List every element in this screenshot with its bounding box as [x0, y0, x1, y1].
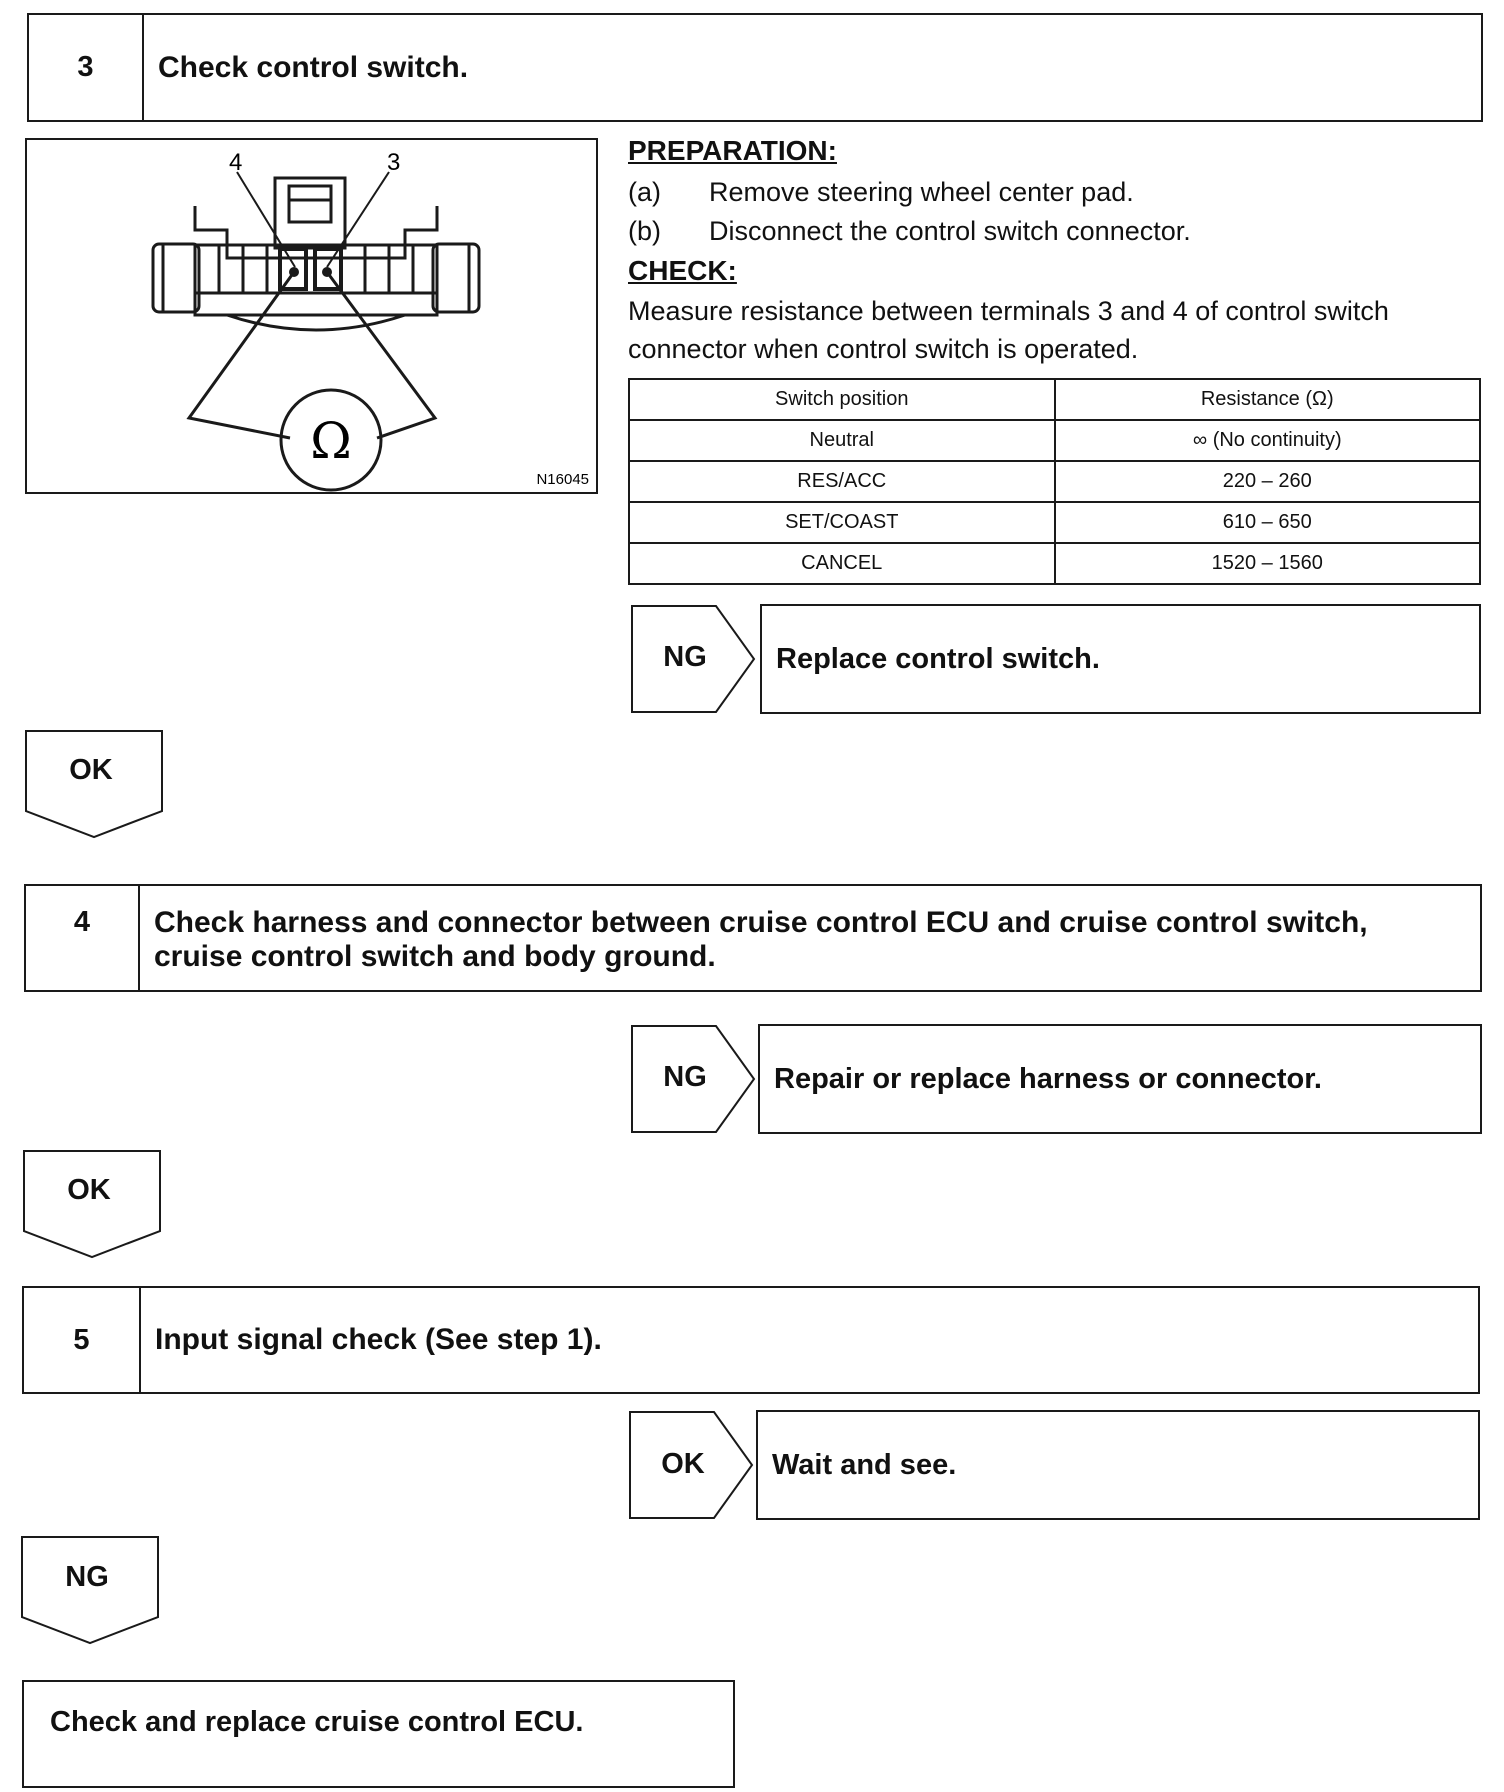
- ok-tag: OK: [69, 754, 113, 786]
- step-title: Check harness and connector between cruise control ECU and cruise control switch, cruise control switch and body ground.: [154, 906, 1368, 973]
- resistance-cell: 610 – 650: [1055, 502, 1481, 543]
- prep-item-a-label: (a): [628, 177, 661, 207]
- table-row: [629, 543, 1480, 584]
- terminal-4-label: 4: [229, 149, 243, 176]
- ng-tag: NG: [65, 1561, 109, 1593]
- ok-tag: OK: [661, 1448, 705, 1480]
- resistance-cell: 220 – 260: [1055, 461, 1481, 502]
- column-header: Resistance (Ω): [1055, 379, 1481, 420]
- column-header: Switch position: [629, 379, 1055, 420]
- prep-item-b-text: Disconnect the control switch connector.: [709, 216, 1191, 246]
- step-number: 5: [24, 1288, 141, 1392]
- table-row: [629, 420, 1480, 461]
- step-number: 4: [26, 886, 140, 990]
- prep-item-a-text: Remove steering wheel center pad.: [709, 177, 1134, 207]
- check-text: Measure resistance between terminals 3 and 4 of control switch connector when control switch is operated.: [628, 296, 1389, 364]
- repair-harness-box: Repair or replace harness or connector.: [758, 1024, 1482, 1134]
- ok-tag: OK: [67, 1174, 111, 1206]
- step-title: Input signal check (See step 1).: [155, 1323, 602, 1356]
- switch-position-cell: CANCEL: [629, 543, 1055, 584]
- table-row: [629, 502, 1480, 543]
- step-5-header: [22, 1286, 1480, 1394]
- switch-position-cell: SET/COAST: [629, 502, 1055, 543]
- terminal-3-label: 3: [387, 149, 401, 176]
- preparation-heading: PREPARATION:: [628, 135, 837, 166]
- switch-position-cell: RES/ACC: [629, 461, 1055, 502]
- step-3-header: [27, 13, 1483, 122]
- step-number: 3: [29, 15, 144, 120]
- table-row: [629, 461, 1480, 502]
- ng-tag: NG: [663, 641, 707, 673]
- switch-position-cell: Neutral: [629, 420, 1055, 461]
- figure-code: N16045: [536, 471, 589, 488]
- resistance-table: [628, 378, 1481, 585]
- connector-diagram: [27, 140, 596, 492]
- ohm-symbol: Ω: [310, 412, 352, 470]
- table-header-row: [629, 379, 1480, 420]
- step-title: Check control switch.: [158, 50, 469, 84]
- wait-and-see-box: Wait and see.: [756, 1410, 1480, 1520]
- resistance-cell: ∞ (No continuity): [1055, 420, 1481, 461]
- check-heading: CHECK:: [628, 255, 737, 286]
- prep-item-b-label: (b): [628, 216, 661, 246]
- resistance-cell: 1520 – 1560: [1055, 543, 1481, 584]
- step-4-header: [24, 884, 1482, 992]
- final-action-box: Check and replace cruise control ECU.: [22, 1680, 735, 1788]
- replace-control-switch-box: Replace control switch.: [760, 604, 1481, 714]
- ng-tag: NG: [663, 1061, 707, 1093]
- connector-figure: [25, 138, 598, 494]
